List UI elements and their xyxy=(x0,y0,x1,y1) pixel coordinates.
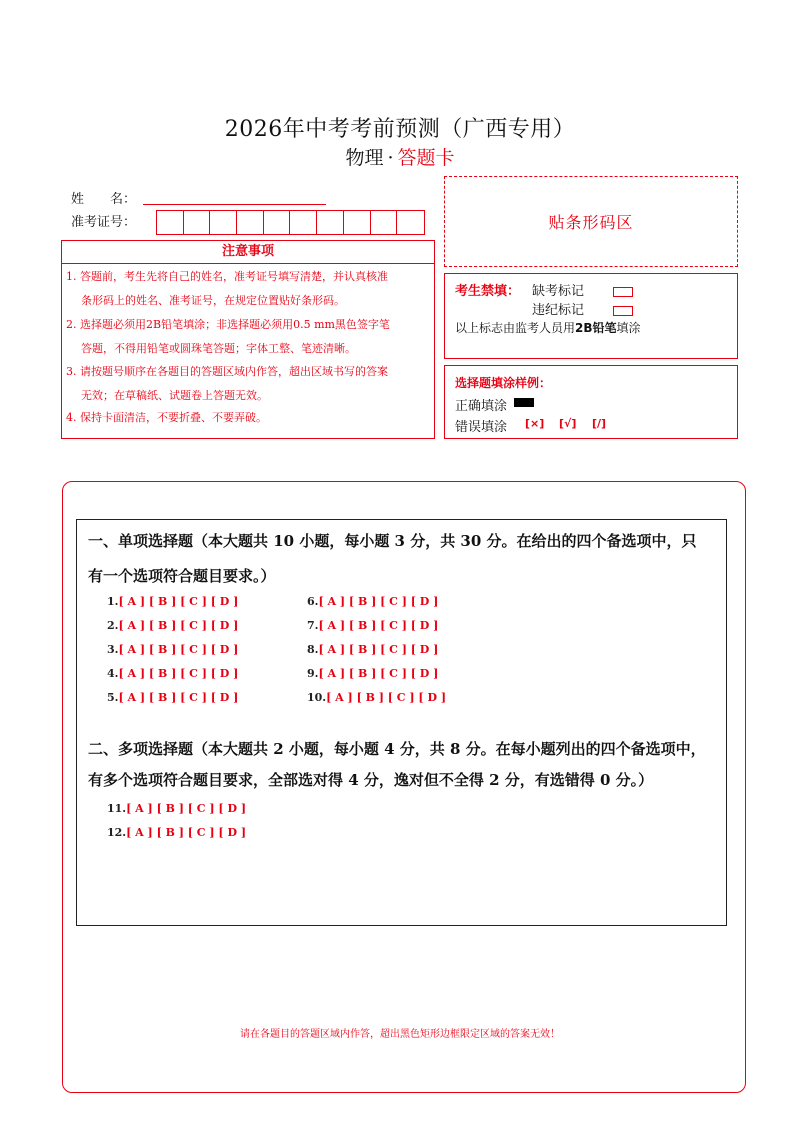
card-label: 答题卡 xyxy=(397,147,455,169)
question-number: 8. xyxy=(307,643,319,656)
section1-title-line2: 有一个选项符合题目要求。） xyxy=(88,567,276,585)
footer-warning: 请在各题目的答题区域内作答，超出黑色矩形边框限定区域的答案无效！ xyxy=(240,1029,560,1040)
question-3[interactable] xyxy=(107,643,238,656)
exam-id-boxes[interactable] xyxy=(156,210,425,235)
question-options[interactable]: [ A ] [ B ] [ C ] [ D ] xyxy=(318,643,439,656)
absent-label: 缺考标记 xyxy=(532,284,585,299)
forbid-label: 考生禁填： xyxy=(455,284,521,299)
section1-title-line1: 一、单项选择题（本大题共 10 小题，每小题 3 分，共 30 分。在给出的四个备选项中，只 xyxy=(88,532,697,550)
name-label: 姓 名： xyxy=(71,192,137,207)
id-digit-box[interactable] xyxy=(264,211,291,234)
page-subtitle xyxy=(0,143,800,170)
notice-line: 3. 请按题号顺序在各题目的答题区域内作答，超出区域书写的答案 xyxy=(66,365,388,378)
question-options[interactable]: [ A ] [ B ] [ C ] [ D ] xyxy=(126,802,247,815)
notice-line: 2. 选择题必须用2B铅笔填涂；非选择题必须用0.5 mm黑色签字笔 xyxy=(66,318,390,331)
question-options[interactable]: [ A ] [ B ] [ C ] [ D ] xyxy=(318,619,439,632)
notice-line: 1. 答题前，考生先将自己的姓名，准考证号填写清楚，并认真核准 xyxy=(66,270,388,283)
question-7[interactable] xyxy=(307,619,438,632)
question-8[interactable] xyxy=(307,643,438,656)
question-options[interactable]: [ A ] [ B ] [ C ] [ D ] xyxy=(118,691,239,704)
question-6[interactable] xyxy=(307,595,438,608)
question-options[interactable]: [ A ] [ B ] [ C ] [ D ] xyxy=(318,667,439,680)
forbid-note-prefix: 以上标志由监考人员用 xyxy=(455,321,576,335)
id-digit-box[interactable] xyxy=(290,211,317,234)
section2-title-line1: 二、多项选择题（本大题共 2 小题，每小题 4 分，共 8 分。在每小题列出的四个备选项中， xyxy=(88,740,706,758)
question-number: 3. xyxy=(107,643,119,656)
id-digit-box[interactable] xyxy=(157,211,184,234)
forbid-note-suffix: 填涂 xyxy=(616,321,641,335)
question-options[interactable]: [ A ] [ B ] [ C ] [ D ] xyxy=(118,595,239,608)
question-10[interactable] xyxy=(307,691,446,704)
id-digit-box[interactable] xyxy=(184,211,211,234)
subject-label: 物理 xyxy=(345,147,384,169)
wrong-sample-3: [/] xyxy=(592,417,607,430)
sample-title: 选择题填涂样例： xyxy=(455,376,552,390)
absent-mark-box[interactable] xyxy=(613,281,633,300)
notice-item-1 xyxy=(66,265,432,313)
filled-sample xyxy=(514,398,534,407)
question-number: 5. xyxy=(107,691,119,704)
page-title: 2026年中考考前预测（广西专用） xyxy=(224,117,576,142)
question-options[interactable]: [ A ] [ B ] [ C ] [ D ] xyxy=(326,691,447,704)
wrong-sample-1: [×] xyxy=(525,417,545,430)
id-digit-box[interactable] xyxy=(397,211,424,234)
question-4[interactable] xyxy=(107,667,238,680)
question-number: 6. xyxy=(307,595,319,608)
id-digit-box[interactable] xyxy=(344,211,371,234)
notice-line: 答题，不得用铅笔或圆珠笔答题；字体工整、笔迹清晰。 xyxy=(81,342,356,355)
question-options[interactable]: [ A ] [ B ] [ C ] [ D ] xyxy=(118,667,239,680)
question-2[interactable] xyxy=(107,619,238,632)
question-options[interactable]: [ A ] [ B ] [ C ] [ D ] xyxy=(318,595,439,608)
notice-line: 条形码上的姓名、准考证号，在规定位置贴好条形码。 xyxy=(81,294,345,307)
violation-mark-box[interactable] xyxy=(613,300,633,319)
notice-line: 4. 保持卡面清洁，不要折叠、不要弄破。 xyxy=(66,411,267,424)
name-field[interactable] xyxy=(143,204,326,205)
question-number: 9. xyxy=(307,667,319,680)
question-11[interactable] xyxy=(107,802,246,815)
violation-label: 违纪标记 xyxy=(532,303,585,318)
notice-item-3 xyxy=(66,360,432,408)
question-options[interactable]: [ A ] [ B ] [ C ] [ D ] xyxy=(118,619,239,632)
wrong-sample-2: [√] xyxy=(559,417,577,430)
question-number: 12. xyxy=(107,826,127,839)
barcode-area: 贴条形码区 xyxy=(444,176,738,267)
id-digit-box[interactable] xyxy=(317,211,344,234)
forbid-note xyxy=(455,319,641,336)
notice-item-2 xyxy=(66,313,432,361)
question-number: 11. xyxy=(107,802,127,815)
sample-correct-label: 正确填涂 xyxy=(455,399,508,414)
question-options[interactable]: [ A ] [ B ] [ C ] [ D ] xyxy=(118,643,239,656)
notice-title: 注意事项 xyxy=(61,240,435,264)
question-number: 4. xyxy=(107,667,119,680)
notice-line: 无效；在草稿纸、试题卷上答题无效。 xyxy=(81,389,268,402)
question-number: 1. xyxy=(107,595,119,608)
id-digit-box[interactable] xyxy=(371,211,398,234)
question-12[interactable] xyxy=(107,826,246,839)
question-9[interactable] xyxy=(307,667,438,680)
question-5[interactable] xyxy=(107,691,238,704)
id-digit-box[interactable] xyxy=(237,211,264,234)
id-digit-box[interactable] xyxy=(210,211,237,234)
question-1[interactable] xyxy=(107,595,238,608)
id-label: 准考证号： xyxy=(71,215,137,230)
forbid-note-bold: 2B铅笔 xyxy=(575,321,617,335)
sample-wrong-label: 错误填涂 xyxy=(455,420,508,435)
question-number: 2. xyxy=(107,619,119,632)
section2-title-line2: 有多个选项符合题目要求，全部选对得 4 分，逸对但不全得 2 分，有选错得 0 分。） xyxy=(88,771,654,789)
separator: · xyxy=(387,147,394,169)
question-options[interactable]: [ A ] [ B ] [ C ] [ D ] xyxy=(126,826,247,839)
question-number: 7. xyxy=(307,619,319,632)
notice-item-4 xyxy=(66,406,432,430)
question-number: 10. xyxy=(307,691,327,704)
